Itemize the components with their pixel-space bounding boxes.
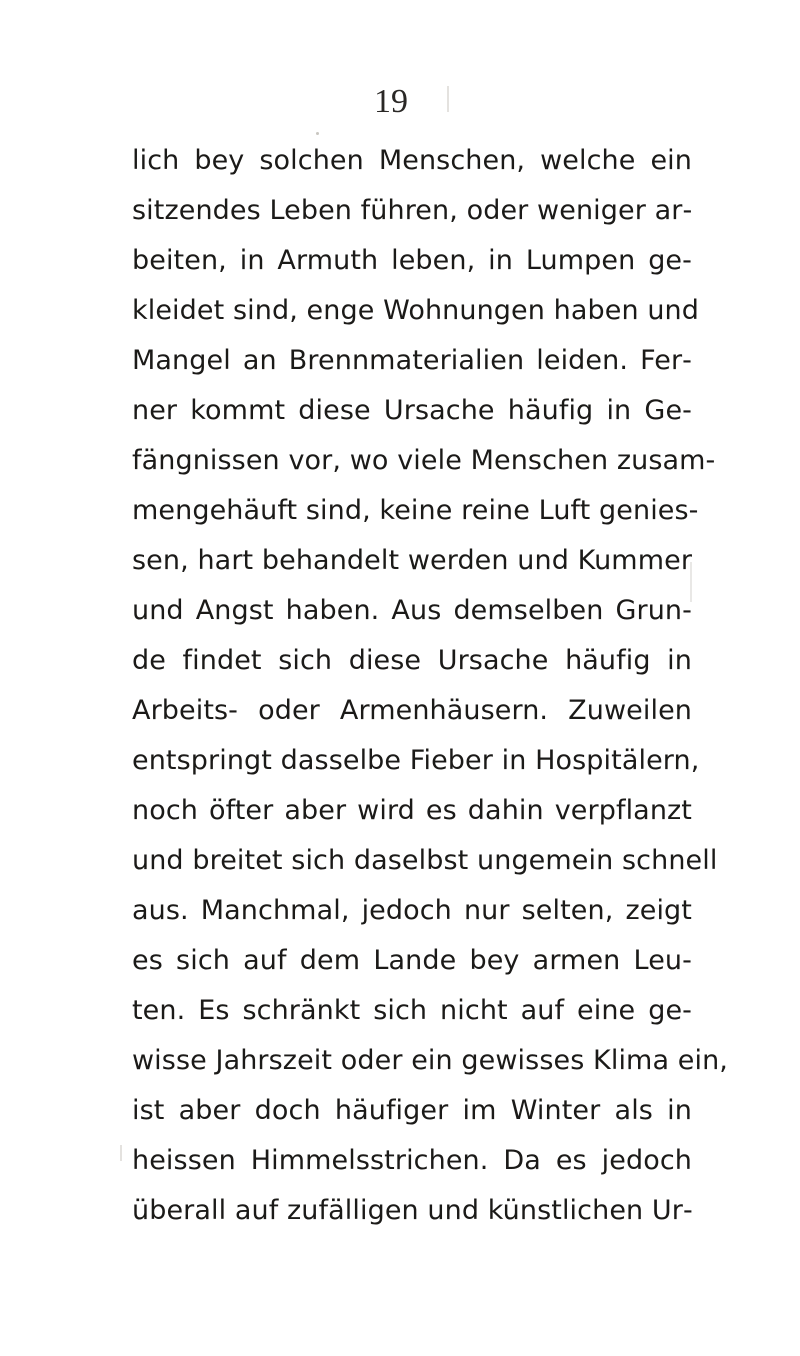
text-line: heissen Himmelsstrichen. Da es jedoch <box>132 1145 692 1176</box>
paper-speck <box>120 1145 122 1161</box>
text-line: ner kommt diese Ursache häufig in Ge‑ <box>132 395 692 426</box>
text-line: de findet sich diese Ursache häufig in <box>132 645 692 676</box>
text-line: beiten, in Armuth leben, in Lumpen ge‑ <box>132 245 692 276</box>
paper-speck <box>690 562 692 602</box>
text-line: sitzendes Leben führen, oder weniger ar‑ <box>132 195 693 226</box>
page-number: 19 <box>374 83 408 120</box>
text-line: und Angst haben. Aus demselben Grun‑ <box>132 595 692 626</box>
text-line: kleidet sind, enge Wohnungen haben und <box>132 295 700 326</box>
text-line: es sich auf dem Lande bey armen Leu‑ <box>132 945 692 976</box>
paper-speck <box>447 86 449 112</box>
text-line: fängnissen vor, wo viele Menschen zusam‑ <box>132 445 716 476</box>
text-line: Mangel an Brennmaterialien leiden. Fer‑ <box>132 345 692 376</box>
text-line: ist aber doch häufiger im Winter als in <box>132 1095 692 1126</box>
text-line: wisse Jahrszeit oder ein gewisses Klima ein, <box>132 1045 728 1076</box>
text-line: sen, hart behandelt werden und Kummer <box>132 545 693 576</box>
text-line: überall auf zufälligen und künstlichen Ur‑ <box>132 1195 693 1226</box>
text-line: aus. Manchmal, jedoch nur selten, zeigt <box>132 895 692 926</box>
text-line: noch öfter aber wird es dahin verpflanzt <box>132 795 692 826</box>
text-line: mengehäuft sind, keine reine Luft genies‑ <box>132 495 699 526</box>
text-line: ten. Es schränkt sich nicht auf eine ge‑ <box>132 995 692 1026</box>
paper-speck <box>316 132 319 135</box>
text-line: entspringt dasselbe Fieber in Hospitälern, <box>132 745 700 776</box>
text-line: Arbeits‑ oder Armenhäusern. Zuweilen <box>132 695 692 726</box>
body-text <box>132 136 728 1236</box>
text-line: lich bey solchen Menschen, welche ein <box>132 145 692 176</box>
text-line: und breitet sich daselbst ungemein schnell <box>132 845 718 876</box>
